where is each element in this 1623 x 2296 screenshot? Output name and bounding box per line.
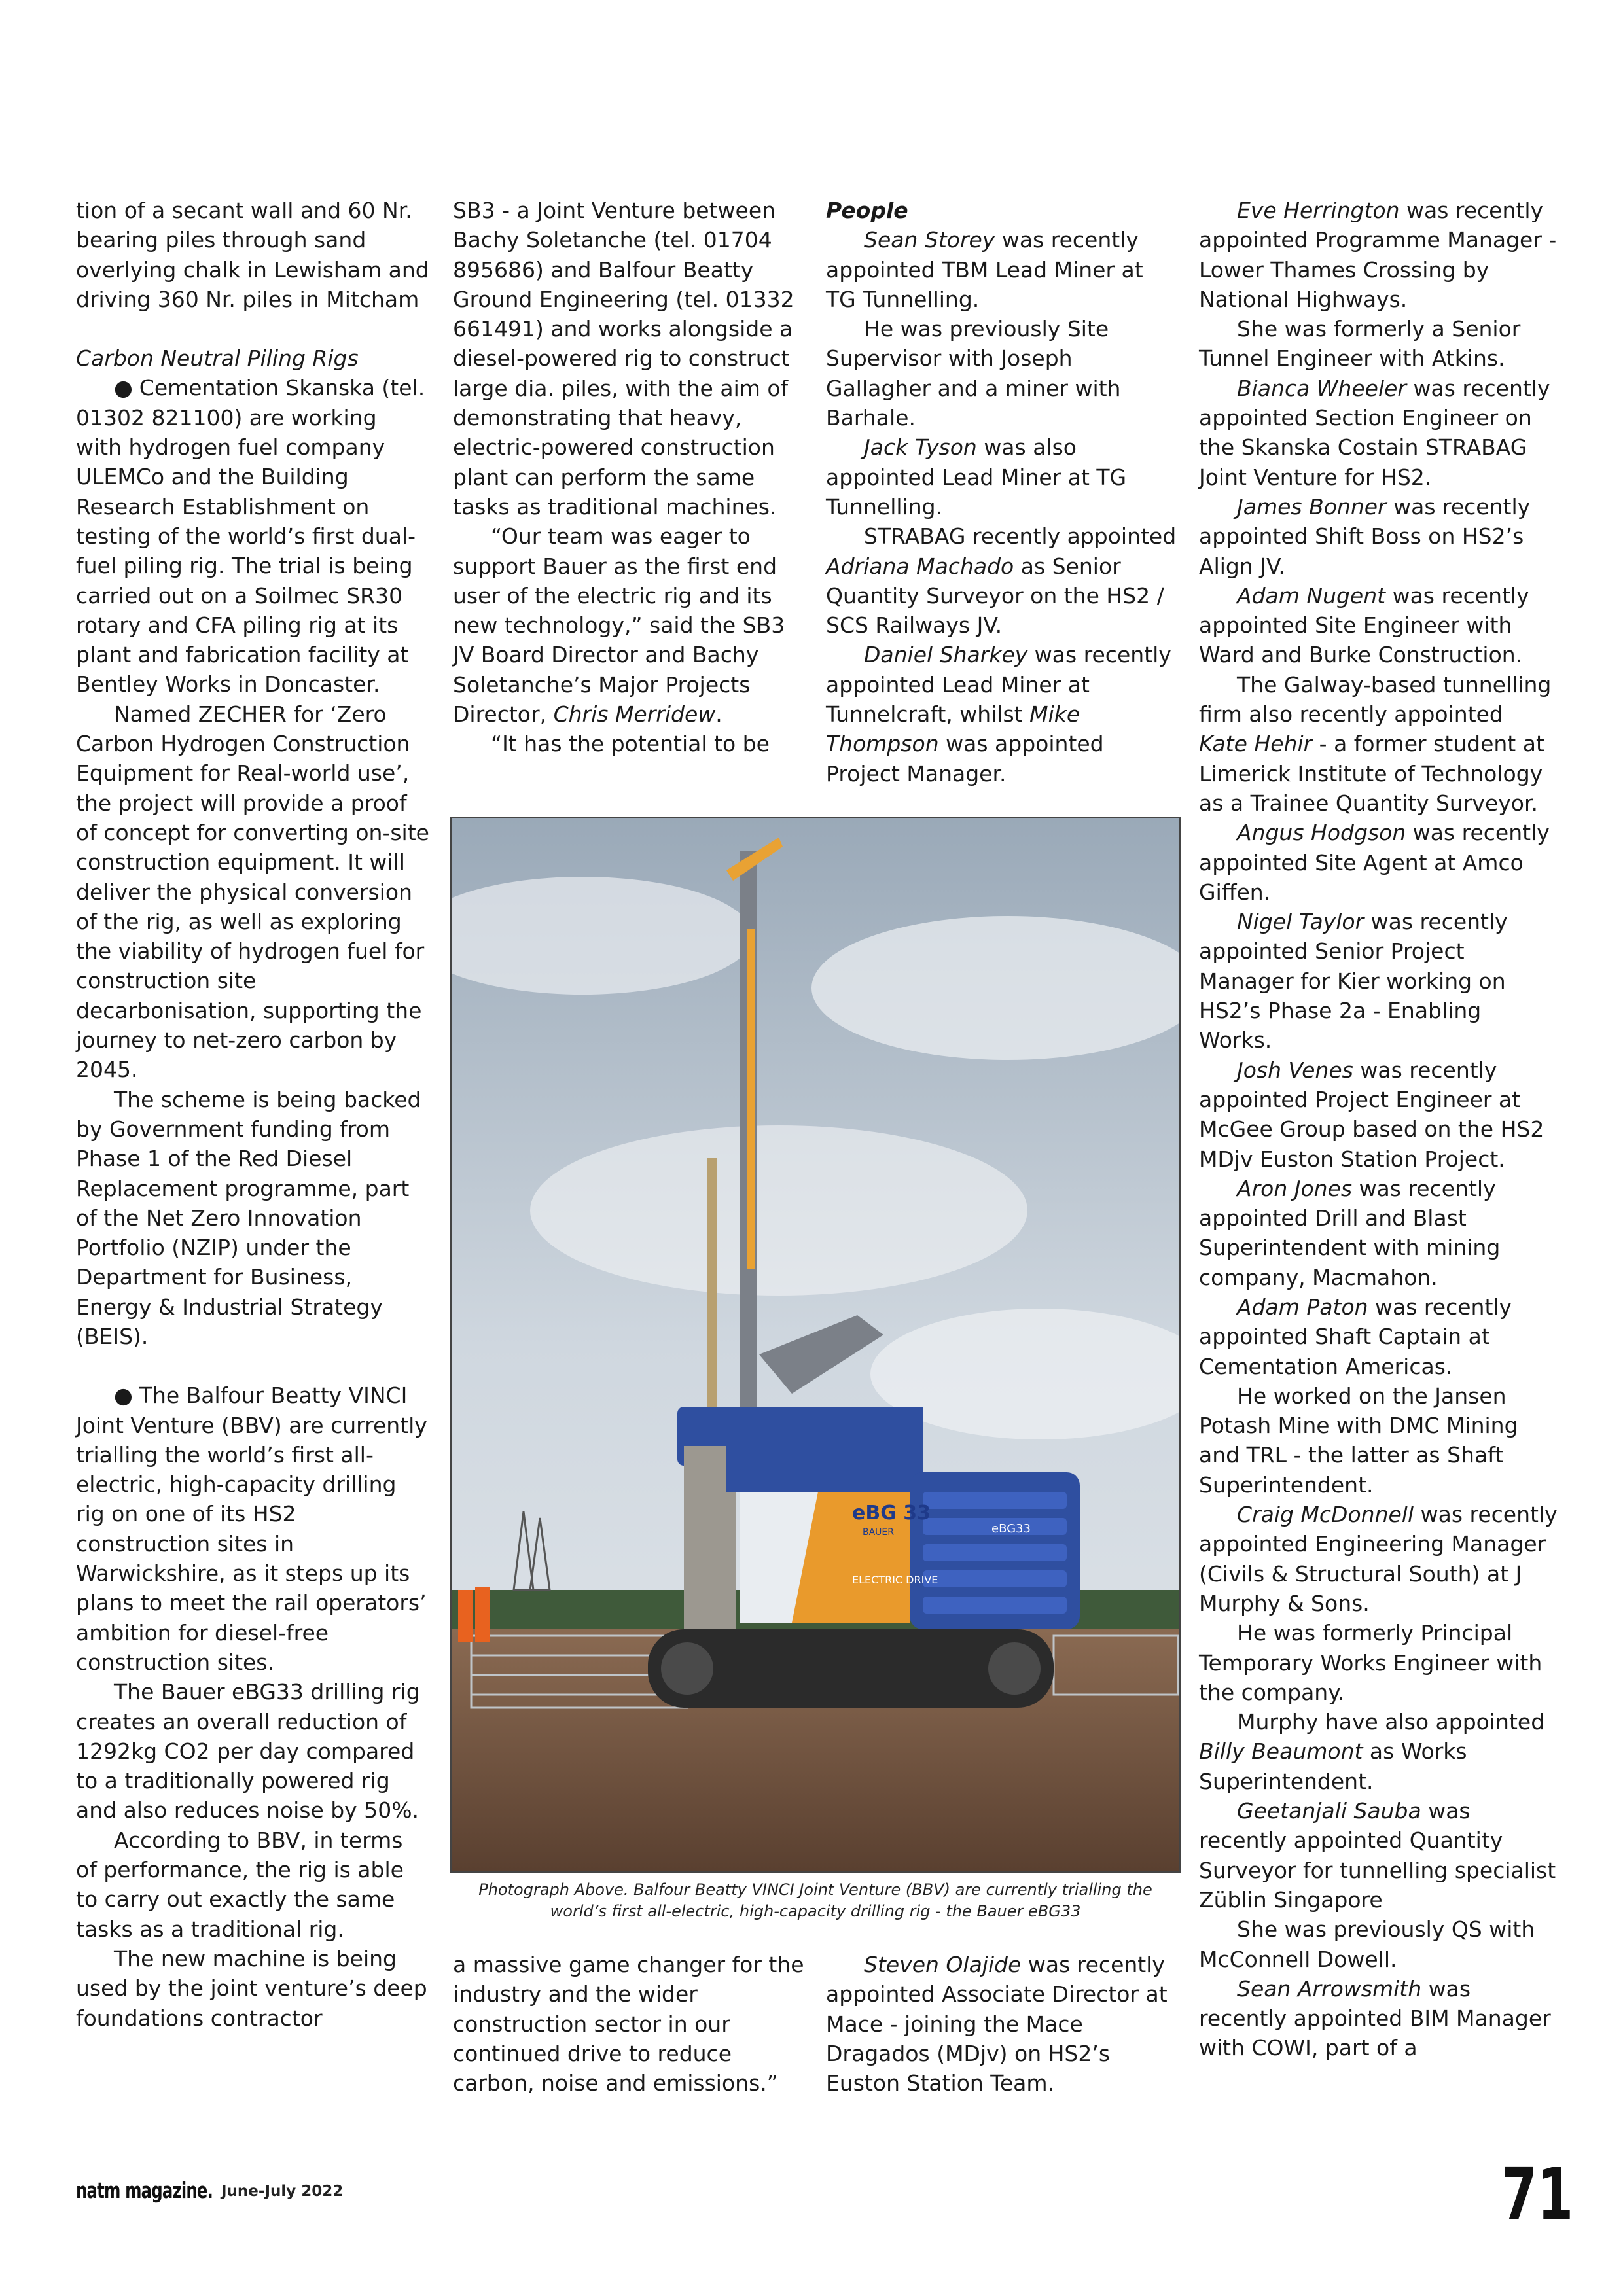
- paragraph: The new machine is being used by the joint venture’s deep foundations contractor: [76, 1945, 427, 2031]
- appointment-item: Bianca Wheeler was recently appointed Section Engineer on the Skanska Costain STRABAG Joint Venture for HS2.: [1199, 375, 1550, 490]
- appointment-item: Steven Olajide was recently appointed Associate Director at Mace - joining the Mace Dragados (MDjv) on HS2’s Euston Station Team.: [826, 1952, 1168, 2096]
- rig-model-label: eBG 33: [852, 1502, 931, 1525]
- appointment-item: Sean Storey was recently appointed TBM Lead Miner at TG Tunnelling.: [826, 227, 1143, 312]
- appointment-item: Adam Nugent was recently appointed Site Engineer with Ward and Burke Construction.: [1199, 582, 1529, 668]
- section-heading-people: People: [826, 198, 908, 223]
- rig-brand-label: BAUER: [863, 1527, 895, 1538]
- appointment-item: Nigel Taylor was recently appointed Senior Project Manager for Kier working on HS2’s Phase 2a - Enabling Works.: [1199, 909, 1508, 1053]
- appointment-item: Daniel Sharkey was recently appointed Lead Miner at Tunnelcraft, whilst Mike Thompson was appointed Project Manager.: [826, 642, 1171, 786]
- paragraph: He was previously Site Supervisor with Joseph Gallagher and a miner with Barhale.: [826, 316, 1121, 431]
- magazine-name: natm magazine.: [76, 2178, 213, 2203]
- paragraph: SB3 - a Joint Venture between Bachy Soletanche (tel. 01704 895686) and Balfour Beatty Ground Engineering (tel. 01332 661491) and works alongside a diesel-powered rig to construct large dia. piles, with the aim of demonstrating that heavy, electric-powered construction plant can perform the same tasks as traditional machines.: [453, 198, 794, 520]
- rig-side-label: eBG33: [991, 1522, 1031, 1536]
- column-3: [826, 196, 1179, 788]
- appointment-item: Aron Jones was recently appointed Drill and Blast Superintendent with mining company, Macmahon.: [1199, 1175, 1501, 1290]
- appointment-item: STRABAG recently appointed Adriana Machado as Senior Quantity Surveyor on the HS2 / SCS Railways JV.: [826, 523, 1177, 639]
- paragraph: He was formerly Principal Temporary Works Engineer with the company.: [1199, 1620, 1543, 1705]
- paragraph: She was formerly a Senior Tunnel Engineer with Atkins.: [1199, 316, 1521, 372]
- appointment-item: Craig McDonnell was recently appointed Engineering Manager (Civils & Structural South) at J Murphy & Sons.: [1199, 1502, 1558, 1616]
- column-2-continued: [453, 1950, 806, 2098]
- appointment-item: Josh Venes was recently appointed Project Engineer at McGee Group based on the HS2 MDjv Euston Station Project.: [1199, 1057, 1544, 1172]
- appointment-item: Sean Arrowsmith was recently appointed BIM Manager with COWI, part of a: [1199, 1975, 1551, 2061]
- column-1: [76, 196, 429, 2033]
- appointment-item: James Bonner was recently appointed Shift Boss on HS2’s Align JV.: [1199, 493, 1531, 579]
- paragraph: He worked on the Jansen Potash Mine with DMC Mining and TRL - the latter as Shaft Superintendent.: [1199, 1383, 1518, 1498]
- paragraph: She was previously QS with McConnell Dowell.: [1199, 1916, 1535, 1972]
- appointment-item: Murphy have also appointed Billy Beaumont as Works Superintendent.: [1199, 1709, 1545, 1794]
- paragraph-quote: “Our team was eager to support Bauer as the first end user of the electric rig and its new technology,” said the SB3 JV Board Director and Bachy Soletanche’s Major Projects Director, Chris Merridew.: [453, 523, 785, 728]
- subheading-carbon-neutral: Carbon Neutral Piling Rigs: [76, 345, 359, 372]
- footer-magazine: [76, 2178, 243, 2203]
- drilling-rig-illustration: [452, 818, 1179, 1871]
- paragraph: “It has the potential to be: [491, 731, 770, 757]
- appointment-item: Angus Hodgson was recently appointed Site Agent at Amco Giffen.: [1199, 820, 1550, 905]
- paragraph: According to BBV, in terms of performance, the rig is able to carry out exactly the same tasks as a traditional rig.: [76, 1827, 404, 1942]
- page-number: 71: [1501, 2153, 1573, 2236]
- paragraph-cementation: ● Cementation Skanska (tel. 01302 821100) are working with hydrogen fuel company ULEMCo and the Building Research Establishment on testing of the world’s first dual-fuel piling rig. The trial is being carried out on a Soilmec SR30 rotary and CFA piling rig at its plant and fabrication facility at Bentley Works in Doncaster.: [76, 373, 429, 699]
- photo-caption: Photograph Above. Balfour Beatty VINCI Joint Venture (BBV) are currently trialling the world’s first all-electric, high-capacity drilling rig - the Bauer eBG33: [478, 1881, 1152, 1920]
- column-2: [453, 196, 806, 759]
- appointment-item: Jack Tyson was also appointed Lead Miner at TG Tunnelling.: [826, 434, 1127, 520]
- appointment-item: Geetanjali Sauba was recently appointed Quantity Surveyor for tunnelling specialist Züblin Singapore: [1199, 1798, 1556, 1913]
- paragraph-bbv: ● The Balfour Beatty VINCI Joint Venture (BBV) are currently trialling the world’s first all-electric, high-capacity drilling rig on one of its HS2 construction sites in Warwickshire, as it steps up its plans to meet the rail operators’ ambition for diesel-free construction sites.: [76, 1381, 429, 1677]
- column-4: [1199, 196, 1558, 2063]
- photograph-drilling-rig: [450, 817, 1181, 1873]
- appointment-item: The Galway-based tunnelling firm also recently appointed Kate Hehir - a former student at Limerick Institute of Technology as a Trainee Quantity Surveyor.: [1199, 671, 1552, 816]
- electric-drive-label: ELECTRIC DRIVE: [852, 1574, 938, 1586]
- paragraph: a massive game changer for the industry and the wider construction sector in our continued drive to reduce carbon, noise and emissions.”: [453, 1952, 804, 2096]
- paragraph: tion of a secant wall and 60 Nr. bearing piles through sand overlying chalk in Lewisham and driving 360 Nr. piles in Mitcham: [76, 198, 429, 312]
- paragraph: The Bauer eBG33 drilling rig creates an overall reduction of 1292kg CO2 per day compared to a traditionally powered rig and also reduces noise by 50%.: [76, 1679, 420, 1824]
- paragraph: The scheme is being backed by Government funding from Phase 1 of the Red Diesel Replacement programme, part of the Net Zero Innovation Portfolio (NZIP) under the Department for Business, Energy & Industrial Strategy (BEIS).: [76, 1086, 421, 1349]
- column-3-continued: [826, 1950, 1179, 2098]
- paragraph: Named ZECHER for ‘Zero Carbon Hydrogen Construction Equipment for Real-world use’, the project will provide a proof of concept for converting on-site construction equipment. It will deliver the physical conversion of the rig, as well as exploring the viability of hydrogen fuel for construction site decarbonisation, supporting the journey to net-zero carbon by 2045.: [76, 701, 429, 1083]
- issue-date: June-July 2022: [221, 2183, 344, 2200]
- appointment-item: Eve Herrington was recently appointed Programme Manager - Lower Thames Crossing by National Highways.: [1199, 198, 1557, 312]
- appointment-item: Adam Paton was recently appointed Shaft Captain at Cementation Americas.: [1199, 1294, 1512, 1379]
